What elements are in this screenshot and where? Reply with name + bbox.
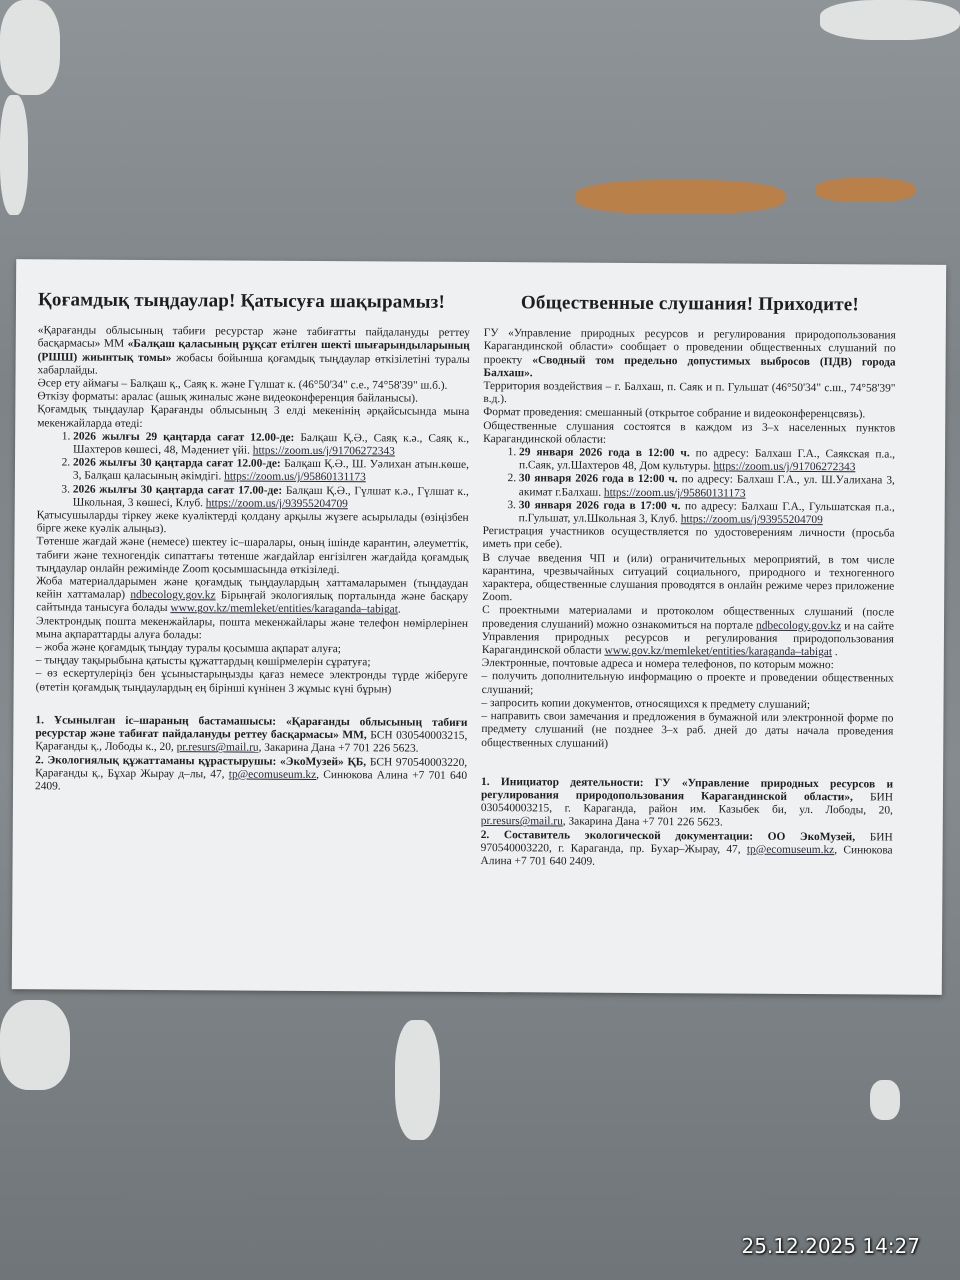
kazakh-schedule-list <box>37 430 469 512</box>
kazakh-format: Өткізу форматы: аралас (ашық жиналыс және видеоконференция байланысы). <box>37 390 418 405</box>
list-item: 3. 30 января 2026 года в 17:00 ч. по адресу: Балхаш Г.А., Гульшатская п.а., п.Гульшат, ул.Школьная 3, Клуб. https://zoom.us/j/93955204709 <box>519 499 895 528</box>
peeled-paint <box>0 95 28 215</box>
russian-column <box>481 262 897 871</box>
russian-developer: 2. Составитель экологической документации: ОО ЭкоМузей, БИН 970540003220, г. Караганда, пр. Бухар–Жырау, 47, tp@ecomuseum.kz, Синюкова Алина +7 701 640 2409. <box>480 828 893 868</box>
zoom-link[interactable]: https://zoom.us/j/95860131173 <box>224 470 366 484</box>
russian-initiator: 1. Инициатор деятельности: ГУ «Управление природных ресурсов и регулирования природопользования Карагандинской области», БИН 030540003215, г. Караганда, район им. Казыбек би, ул. Лободы, 20, pr.resurs@mail.ru, Закарина Дана +7 701 226 5623. <box>480 775 894 829</box>
kazakh-column <box>35 259 470 796</box>
kazakh-intro: «Қарағанды облысының табиғи ресурстар және табиғатты пайдалануды реттеу басқармасы» ММ «Балқаш қаласының рұқсат етілген шекті шығарындыларының (РШШ) жиынтық томы» жобасы бойынша қоғамдық тыңдаулар өткізілетіні туралы хабарлайды. <box>37 324 470 377</box>
russian-title: Общественные слушания! Приходите! <box>520 292 860 316</box>
russian-area: Территория воздействия – г. Балхаш, п. Саяк и п. Гульшат (46°50'34" с.ш., 74°58'39" в.д.). <box>483 380 896 406</box>
peeled-paint <box>0 0 60 95</box>
zoom-link[interactable]: https://zoom.us/j/91706272343 <box>252 444 395 458</box>
list-item: – тыңдау тақырыбына қатысты құжаттардың көшірмелерін сұратуға; <box>35 654 371 669</box>
russian-registration: Регистрация участников осуществляется по удостоверениям личности (просьба иметь при себе). <box>482 525 895 551</box>
site-link[interactable]: www.gov.kz/memleket/entities/karaganda–tabigat <box>170 602 398 616</box>
list-item: 1. 29 января 2026 года в 12:00 ч. по адресу: Балхаш Г.А., Саякская п.а., п.Саяк, ул.Шахтеров 48, Дом культуры. https://zoom.us/j/91706272343 <box>519 446 895 475</box>
russian-format: Формат проведения: смешанный (открытое собрание и видеоконференцсвязь). <box>483 406 866 421</box>
russian-emergency: В случае введения ЧП и (или) ограничительных мероприятий, в том числе карантина, чрезвычайных ситуаций социального, природного и техногенного характера, общественные слушания проводятся в онлайн режиме через приложение Zoom. <box>482 551 895 604</box>
peeled-paint <box>870 1080 900 1120</box>
zoom-link[interactable]: https://zoom.us/j/95860131173 <box>603 486 746 500</box>
zoom-link[interactable]: https://zoom.us/j/93955204709 <box>680 513 823 527</box>
email-link[interactable]: tp@ecomuseum.kz <box>746 843 835 856</box>
peeled-paint <box>395 1020 440 1140</box>
rust-patch <box>815 178 915 202</box>
email-link[interactable]: pr.resurs@mail.ru <box>480 815 563 828</box>
site-link[interactable]: www.gov.kz/memleket/entities/karaganda–tabigat <box>604 644 833 659</box>
list-item: 3. 2026 жылғы 30 қаңтарда сағат 17.00-де: Балқаш Қ.Ә., Гүлшат к.ә., Гүлшат к., Школьная, 3 көшесі, Клуб. https://zoom.us/j/93955204709 <box>73 483 469 512</box>
notice-sheet <box>12 259 946 995</box>
peeled-paint <box>0 1000 70 1090</box>
list-item: – өз ескертулеріңіз бен ұсыныстарыңызды қағаз немесе электронды түрде жіберуге (өтетін қоғамдық тыңдаулардың ең біріншi күнінен 3 жұмыс күні бұрын) <box>35 667 468 696</box>
portal-link[interactable]: ndbecology.gov.kz <box>755 619 842 632</box>
photo-timestamp: 25.12.2025 14:27 <box>741 1234 920 1258</box>
list-item: – запросить копии документов, относящихся к предмету слушаний; <box>481 696 811 711</box>
list-item: 1. 2026 жылғы 29 қаңтарда сағат 12.00-де: Балқаш Қ.Ә., Саяқ к.ә., Саяқ к., Шахтеров көшесі, 48, Мәдениет үйі. https://zoom.us/j/91706272343 <box>73 430 469 459</box>
list-item: – получить дополнительную информацию о проекте и проведении общественных слушаний; <box>481 670 894 697</box>
russian-locations-intro: Общественные слушания состоятся в каждом из 3–х населенных пунктов Карагандинской области: <box>483 419 896 446</box>
russian-materials: С проектными материалами и протоколом общественных слушаний (после проведения слушаний) можно ознакомиться на портале ndbecology.gov.kz и на сайте Управления природных ресурсов и регулирования природопользования Карагандинской области www.gov.kz/memleket/entities/karaganda–tabigat . <box>481 604 895 659</box>
russian-contacts-intro: Электронные, почтовые адреса и номера телефонов, по которым можно: <box>481 657 834 672</box>
russian-schedule-list <box>483 446 895 528</box>
peeled-paint <box>820 0 960 40</box>
kazakh-area: Әсер ету аймағы – Балқаш қ., Саяқ к. және Гүлшат к. (46°50'34" с.е., 74°58'39" ш.б.). <box>37 377 448 392</box>
kazakh-registration: Қатысушыларды тіркеу жеке куәліктерді қолдану арқылы жүзеге асырылады (өзіңізбен бірге жеке куәлік алыңыз). <box>36 509 469 536</box>
zoom-link[interactable]: https://zoom.us/j/93955204709 <box>205 497 348 511</box>
zoom-link[interactable]: https://zoom.us/j/91706272343 <box>713 460 856 474</box>
portal-link[interactable]: ndbecology.gov.kz <box>130 589 216 602</box>
list-item: 2. 30 января 2026 года в 12:00 ч. по адресу: Балхаш Г.А., ул. Ш.Уалихана 3, акимат г.Балхаш. https://zoom.us/j/95860131173 <box>519 473 895 502</box>
list-item: 2. 2026 жылғы 30 қаңтарда сағат 12.00-де: Балқаш Қ.Ә., Ш. Уәлихан атын.көше, 3, Балқаш қаласының әкімдігі. https://zoom.us/j/95860131173 <box>73 457 469 486</box>
rust-patch <box>575 180 785 214</box>
kazakh-developer: 2. Экологиялық құжаттаманы құрастырушы: «ЭкоМузей» ҚБ, БСН 970540003220, Қарағанды қ., Бұхар Жырау д–лы, 47, tp@ecomuseum.kz, Синюкова Алина +7 701 640 2409. <box>34 753 468 793</box>
kazakh-emergency: Төтенше жағдай және (немесе) шектеу іс–шаралары, оның ішінде карантин, әлеуметтік, табиғи және техногендік сипаттағы төтенше жағдайлар енгізілген жағдайда қоғамдық тыңдаулар онлайн режимінде Zoom қосымшасында өткізіледі. <box>36 535 469 577</box>
list-item: – жоба және қоғамдық тыңдау туралы қосымша ақпарат алуға; <box>35 641 342 656</box>
kazakh-contacts-intro: Электрондық пошта мекенжайлары, пошта мекенжайлары және телефон нөмірлерінен мына ақпараттарды алуға болады: <box>35 614 469 642</box>
kazakh-initiator: 1. Ұсынылған іс–шараның бастамашысы: «Қарағанды облысының табиғи ресурстар және табиғат пайдалануды реттеу басқармасы» ММ, БСН 030540003215, Қарағанды қ., Лободы к., 20, pr.resurs@mail.ru, Закарина Дана +7 701 226 5623. <box>35 714 468 755</box>
kazakh-title: Қоғамдық тыңдаулар! Қатысуға шақырамыз! <box>37 289 446 313</box>
email-link[interactable]: tp@ecomuseum.kz <box>228 768 317 781</box>
email-link[interactable]: pr.resurs@mail.ru <box>176 741 259 754</box>
kazakh-locations-intro: Қоғамдық тыңдаулар Қарағанды облысының 3 елді мекенінің әрқайсысында мына мекенжайларда өтеді: <box>37 403 470 430</box>
russian-intro: ГУ «Управление природных ресурсов и регулирования природопользования Карагандинской области» сообщает о проведении общественных слушаний по проекту «Сводный том предельно допустимых выбросов (ПДВ) города Балхаш». <box>483 327 896 380</box>
kazakh-materials: Жоба материалдарымен және қоғамдық тыңдаулардың хаттамаларымен (тыңдаудан кейін хаттамалар) ndbecology.gov.kz Бірыңғай экологиялық порталында және басқару сайтында танысуға болады www.gov.kz/memleket/entities/karaganda–tabigat. <box>36 575 469 616</box>
list-item: – направить свои замечания и предложения в бумажной или электронной форме по предмету слушаний (не позднее 3–х раб. дней до даты начала проведения общественных слушаний) <box>481 710 894 750</box>
